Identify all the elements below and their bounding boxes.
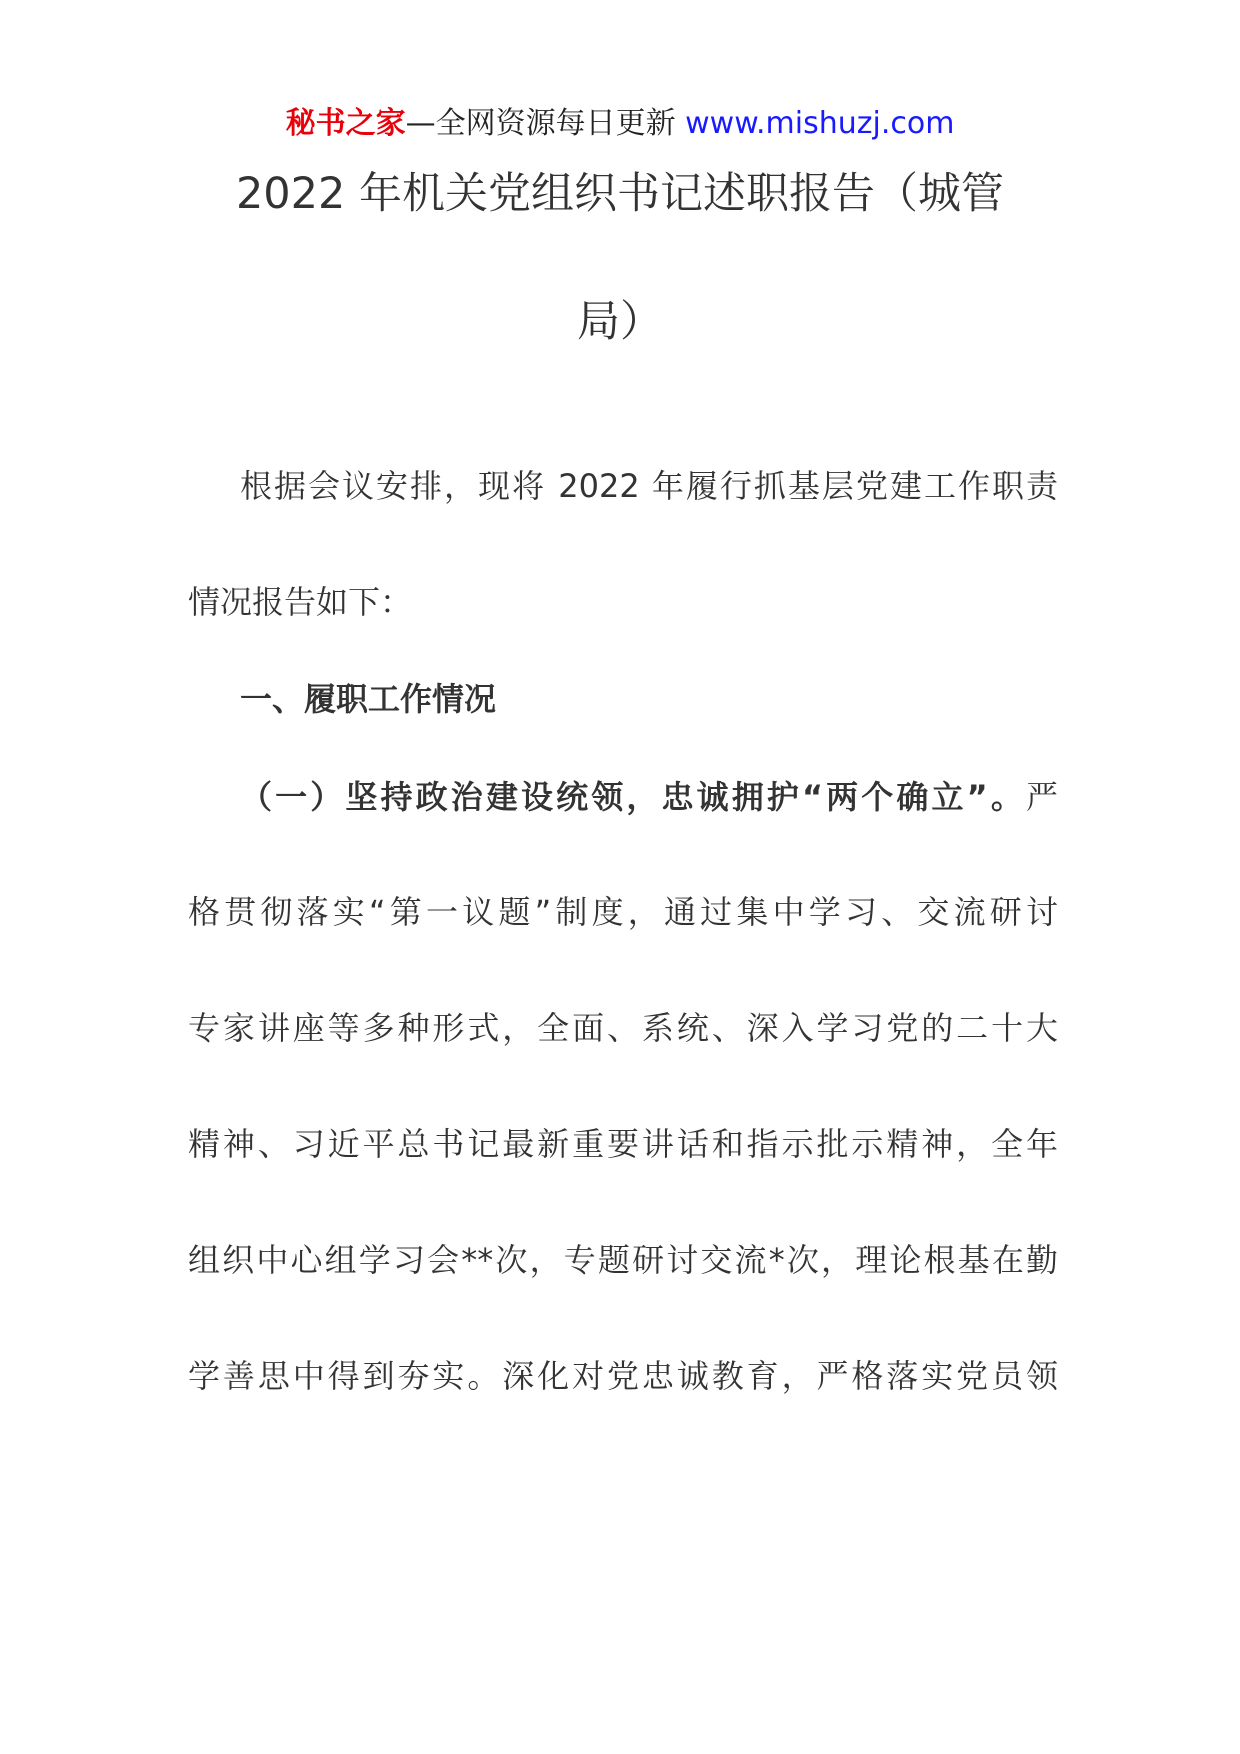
paragraph-line: 组织中心组学习会**次，专题研讨交流*次，理论根基在勤 [188, 1241, 1058, 1279]
paragraph-line: 学善思中得到夯实。深化对党忠诚教育，严格落实党员领 [188, 1357, 1058, 1395]
intro-paragraph-line-2: 情况报告如下： [188, 583, 413, 621]
document-title-line-2: 局） [577, 297, 663, 347]
paragraph-line: 格贯彻落实“第一议题”制度，通过集中学习、交流研讨 [188, 893, 1058, 931]
section-heading-1: 一、履职工作情况 [240, 680, 497, 718]
site-slogan: —全网资源每日更新 [405, 106, 676, 141]
paragraph-line: 精神、习近平总书记最新重要讲话和指示批示精神，全年 [188, 1125, 1058, 1163]
document-title-line-1: 2022 年机关党组织书记述职报告（城管 [235, 169, 1005, 219]
intro-paragraph-line-1: 根据会议安排，现将 2022 年履行抓基层党建工作职责 [240, 467, 1058, 505]
paragraph-line: 专家讲座等多种形式，全面、系统、深入学习党的二十大 [188, 1009, 1058, 1047]
subsection-1-heading: （一）坚持政治建设统领，忠诚拥护“两个确立”。 [240, 778, 1026, 816]
site-url-link[interactable]: www.mishuzj.com [685, 106, 955, 141]
subsection-1-text-start: 严 [1025, 778, 1058, 816]
watermark-header [0, 100, 1240, 148]
subsection-1-first-line [240, 773, 1058, 821]
site-name: 秘书之家 [285, 106, 406, 141]
